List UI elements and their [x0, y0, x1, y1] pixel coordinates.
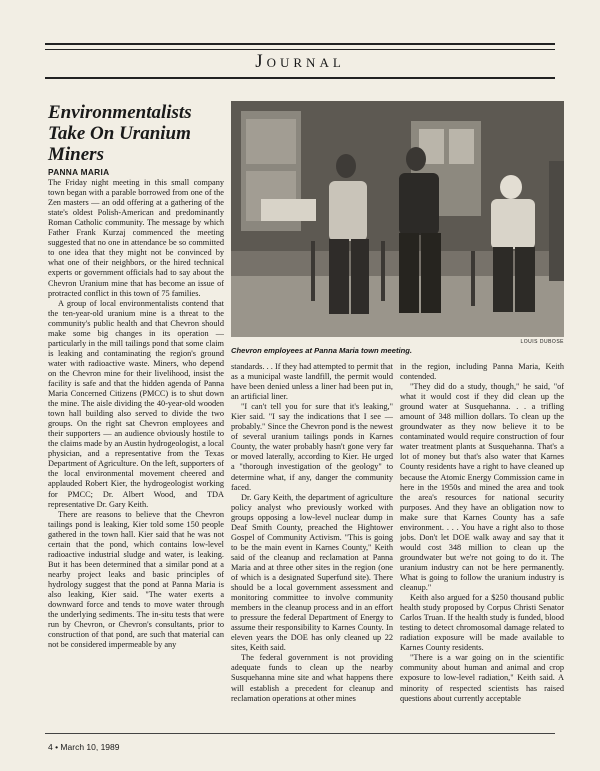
article-column-2 — [231, 362, 393, 730]
article-paragraph: PANNA MARIA The Friday night meeting in this small company town began with a parable borrowed from one of the Zen masters — an odd offering at a gathering of the state's oldest Polish-American and predominantly Roman Catholic community. The message by which Father Frank Kurzaj commenced the meeting suggested that no one in attendance be so committed to one idea that they might not be convinced by what one of their neighbors, or the hired technical experts or government officials had to say about the Chevron Uranium mine that has become an issue of protracted conflict in this town of 75 families. — [48, 167, 224, 298]
article-paragraph: Dr. Gary Keith, the department of agriculture policy analyst who previously worked with groups opposing a low-level nuclear dump in Deaf Smith County, preached the Hightower Gospel of Community Activism. "This is going to be the main event in Karnes County," Keith said of the cleanup and reclamation at Panna Maria and at three other sites in the region (one of which is a designated Superfund site). There should be a local government assessment and monitoring committee to involve community members in the cleanup process and in an effort to pressure the federal Department of Energy to assume their responsibility to Karnes County. In eleven years the DOE has only cleaned up 22 sites, Keith said. — [231, 492, 393, 653]
article-paragraph: standards. . . If they had attempted to permit that as a municipal waste landfill, the permit would have been denied unless a liner had been put in, an artificial liner. — [231, 362, 393, 402]
section-masthead: Journal — [255, 51, 345, 72]
page-folio: 4 • March 10, 1989 — [48, 742, 120, 752]
masthead-rule-top — [45, 43, 555, 45]
article-paragraph: There are reasons to believe that the Chevron tailings pond is leaking, Kier told some 150 people gathered in the town hall. Kier said that he was not certain that the pond, which contains low-level radioactive industrial sludge and water, is leaking. But it has been determined that a similar pond at a nearby project leaks and basic principles of hydrology suggest that the pond at Panna Maria is also leaking, Kier said. "The water exerts a downward force and tends to move water through the underlying sediments. The in-situ tests that were run by Chevron, or Chevron's consultants, prior to construction of that pond, are such that material can not be considered impermeable by any — [48, 509, 224, 650]
masthead-rule-bottom — [45, 77, 555, 79]
article-column-1 — [48, 167, 224, 730]
footer-rule — [45, 733, 555, 734]
news-photo — [231, 101, 564, 337]
article-column-3 — [400, 362, 564, 730]
article-paragraph: in the region, including Panna Maria, Keith contended. — [400, 362, 564, 382]
article-paragraph: Keith also argued for a $250 thousand public health study proposed by Corpus Christi Senator Carlos Truan. If the health study is funded, blood testing to detect chromosomal damage related to radiation exposure will be made available to Karnes County residents. — [400, 593, 564, 653]
article-paragraph: "There is a war going on in the scientific community about human and animal and crop exposure to low-level radiation," Keith said. A minority of respected scientists has raised questions about currently acceptable — [400, 653, 564, 703]
article-headline: Environmentalists Take On Uranium Miners — [48, 102, 192, 165]
photo-caption: Chevron employees at Panna Maria town meeting. — [231, 346, 413, 355]
masthead-rule-top-thin — [45, 49, 555, 50]
article-paragraph: A group of local environmentalists contend that the ten-year-old uranium mine is a threat to the community's public health and that Chevron should make some big changes in its operation — particularly in the mill tailings pond that some claim is leaking and contaminating the region's ground water with radioactive waste. Miners, who depend on the Chevron mine for their livelihood, insist the facility is safe and that the hidden agenda of Panna Maria Concerned Citizens (PMCC) is to shut down the mine. The aisle dividing the 40-year-old wooden town hall building also served to divide the two groups. On the right sat Chevron employees and their supporters — an audience obviously hostile to the claims made by an Austin hydrogeologist, a local physician, and a representative from the Texas Department of Agriculture. On the left, supporters of the local environmental movement cheered and applauded Robert Kier, the hydrogeologist working for PMCC; Dr. Albert Wood, and TDA representative Dr. Gary Keith. — [48, 298, 224, 509]
town-meeting-photo-illustration — [231, 101, 564, 337]
article-paragraph: "I can't tell you for sure that it's leaking," Kier said. "I say the indications that I see — probably." Since the Chevron pond is the newest of several uranium tailings ponds in Karnes County, the water probably hasn't gone very far or moved laterally, according to Kier. He urged a "thorough investigation of the geology" to determine what, if any, danger the community faced. — [231, 402, 393, 492]
photo-credit: LOUIS DUBOSE — [520, 339, 564, 345]
article-dateline: PANNA MARIA — [48, 167, 110, 177]
article-paragraph: "They did do a study, though," he said, "of what it would cost if they did clean up the ground water at Susquehanna. . . a trifling amount of 348 million dollars. To clean up the groundwater as they now believe it to be contaminated would require construction of four water treatment plants at Susquehanna. That's a lot of money but that's also water that Karnes County residents have a right to have cleaned up because the Atomic Energy Commission came in here in the 1950s and mined the area and took the area's resources for national security purposes. And they have an obligation now to make sure that Karnes County has a safe environment. . . . You have a right also to those jobs. Don't let DOE walk away and say that it would cost 348 million to clean up the groundwater but we're not going to do it. The uranium industry can not be here permanently. What is going to follow the uranium industry is cleanup." — [400, 382, 564, 593]
article-paragraph: The federal government is not providing adequate funds to clean up the nearby Susquehanna mine site and what happens there will establish a precedent for cleanup and reclamation operations at other mines — [231, 653, 393, 703]
